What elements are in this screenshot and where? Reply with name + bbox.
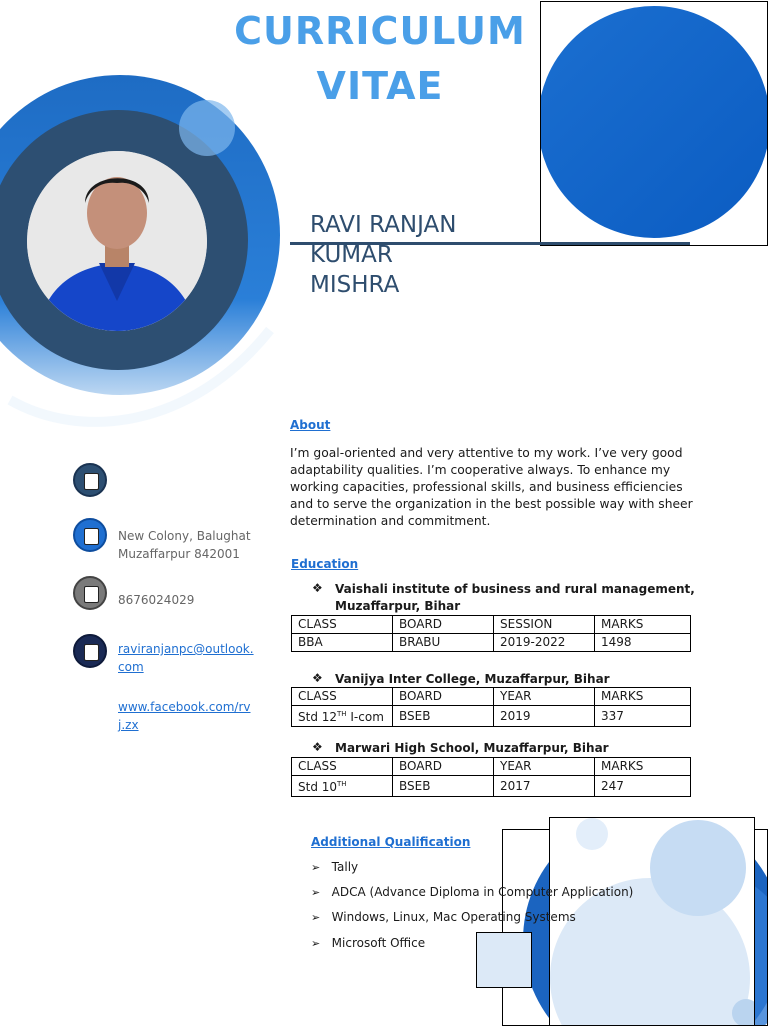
facebook-line1[interactable]: www.facebook.com/rv	[118, 700, 251, 714]
phone-icon-glyph	[84, 586, 99, 603]
td-session: 2019-2022	[494, 634, 595, 652]
td-marks: 337	[595, 706, 691, 727]
td-marks: 1498	[595, 634, 691, 652]
name-line2: KUMAR	[310, 242, 393, 268]
location-icon-glyph	[84, 528, 99, 545]
th-class: CLASS	[292, 616, 393, 634]
name-line3: MISHRA	[310, 272, 400, 298]
email-link[interactable]	[118, 640, 254, 676]
th-marks: MARKS	[595, 758, 691, 776]
school-2-name: Vanijya Inter College, Muzaffarpur, Bihar	[335, 672, 610, 686]
phone-icon	[73, 576, 107, 610]
th-year: YEAR	[494, 688, 595, 706]
school-1-name	[335, 581, 695, 615]
school-1-table	[291, 615, 691, 652]
th-session: SESSION	[494, 616, 595, 634]
th-board: BOARD	[393, 616, 494, 634]
about-heading: About	[290, 418, 331, 432]
school-1-name-line2: Muzaffarpur, Bihar	[335, 599, 461, 613]
td-board: BSEB	[393, 706, 494, 727]
about-text: I’m goal-oriented and very attentive to my work. I’ve very good adaptability qualities. I’m cooperative always. To enhance my working capacities, professional skills, and business efficiencies and to serve the organization in the best possible way with sheer determination and commitment.	[290, 446, 693, 528]
diamond-bullet-icon: ❖	[312, 671, 323, 685]
qual-item-label: Tally	[331, 860, 359, 874]
td-class-suffix: I-com	[346, 710, 384, 724]
th-marks: MARKS	[595, 616, 691, 634]
address	[118, 527, 251, 563]
education-heading: Education	[291, 557, 359, 571]
cv-title-line1: CURRICULUM	[234, 9, 526, 53]
qual-item-label: Microsoft Office	[331, 936, 426, 950]
school-3-name: Marwari High School, Muzaffarpur, Bihar	[335, 741, 609, 755]
arrow-bullet-icon: ➢	[311, 911, 321, 924]
location-icon	[73, 518, 107, 552]
th-board: BOARD	[393, 688, 494, 706]
placeholder-icon	[84, 473, 99, 490]
email-line1[interactable]: raviranjanpc@outlook.	[118, 642, 254, 656]
table-row	[292, 634, 691, 652]
email-line2[interactable]: com	[118, 660, 144, 674]
diamond-bullet-icon: ❖	[312, 740, 323, 754]
candidate-name	[310, 210, 510, 300]
name-line1: RAVI RANJAN	[310, 212, 457, 238]
td-board: BRABU	[393, 634, 494, 652]
list-item	[311, 884, 633, 901]
td-class: BBA	[292, 634, 393, 652]
address-line2: Muzaffarpur 842001	[118, 547, 240, 561]
decor-bottom-box-3	[476, 932, 532, 988]
td-year: 2019	[494, 706, 595, 727]
address-line1: New Colony, Balughat	[118, 529, 251, 543]
email-icon	[73, 634, 107, 668]
cv-title-line2: VITAE	[316, 64, 444, 108]
phone-number: 8676024029	[118, 593, 195, 607]
td-class-main: Std 10	[298, 780, 338, 794]
contact-icon-1	[73, 463, 107, 497]
td-class-sup: TH	[337, 710, 347, 718]
qual-item-label: ADCA (Advance Diploma in Computer Application)	[331, 885, 634, 899]
qual-item-label: Windows, Linux, Mac Operating Systems	[331, 910, 576, 924]
facebook-line2[interactable]: j.zx	[118, 718, 139, 732]
table-header-row	[292, 616, 691, 634]
arrow-bullet-icon: ➢	[311, 861, 321, 874]
th-marks: MARKS	[595, 688, 691, 706]
decor-right-box	[540, 1, 768, 246]
diamond-bullet-icon: ❖	[312, 581, 323, 595]
list-item	[311, 935, 425, 952]
list-item	[311, 909, 576, 926]
td-class	[292, 776, 393, 797]
facebook-link[interactable]	[118, 698, 251, 734]
profile-photo	[27, 151, 207, 331]
td-class	[292, 706, 393, 727]
arrow-bullet-icon: ➢	[311, 886, 321, 899]
school-3-table	[291, 757, 691, 797]
decor-bottom-svg-2	[550, 818, 754, 1025]
table-row	[292, 706, 691, 727]
td-class-main: Std 12	[298, 710, 338, 724]
td-marks: 247	[595, 776, 691, 797]
th-class: CLASS	[292, 688, 393, 706]
arrow-bullet-icon: ➢	[311, 937, 321, 950]
email-icon-glyph	[84, 644, 99, 661]
qualification-heading: Additional Qualification	[311, 835, 471, 849]
th-year: YEAR	[494, 758, 595, 776]
td-board: BSEB	[393, 776, 494, 797]
th-board: BOARD	[393, 758, 494, 776]
decor-right-svg	[541, 2, 767, 245]
table-header-row	[292, 758, 691, 776]
th-class: CLASS	[292, 758, 393, 776]
table-header-row	[292, 688, 691, 706]
avatar-icon	[27, 151, 207, 331]
td-year: 2017	[494, 776, 595, 797]
school-1-name-line1: Vaishali institute of business and rural management,	[335, 582, 695, 596]
school-2-table	[291, 687, 691, 727]
table-row	[292, 776, 691, 797]
decor-bottom-box-2	[549, 817, 755, 1026]
cv-title	[210, 4, 550, 114]
list-item	[311, 859, 358, 876]
td-class-sup: TH	[337, 780, 347, 788]
